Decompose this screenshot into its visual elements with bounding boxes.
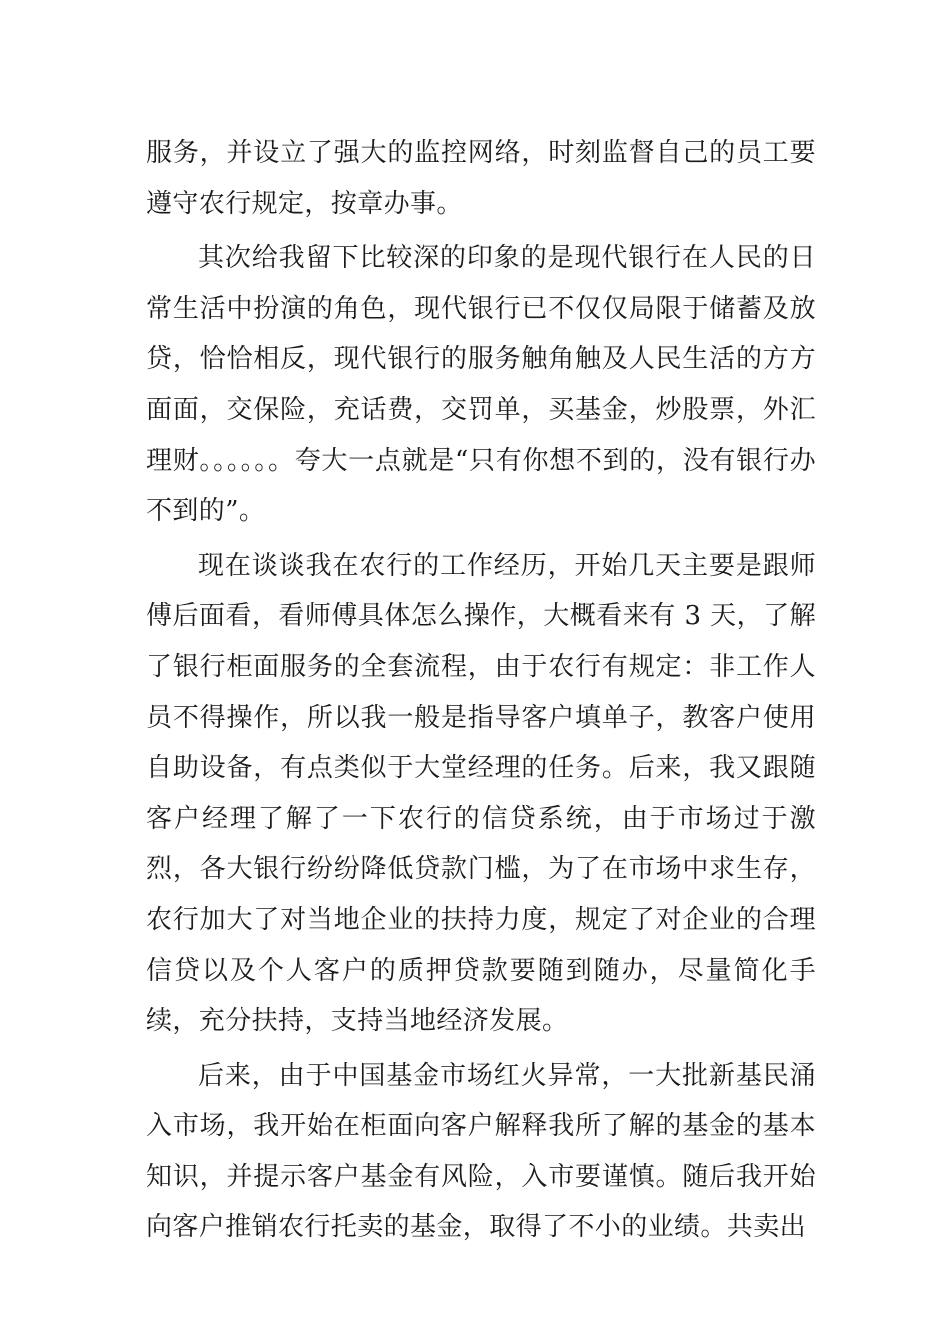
paragraph-continuation: 服务，并设立了强大的监控网络，时刻监督自己的员工要遵守农行规定，按章办事。	[146, 138, 816, 219]
paragraph-fund-sales: 后来，由于中国基金市场红火异常，一大批新基民涌入市场，我开始在柜面向客户解释我所了解的基金的基本知识，并提示客户基金有风险，入市要谨慎。随后我开始向客户推销农行托卖的基金，取得了不小的业绩。共卖出	[146, 1060, 816, 1243]
paragraph-work-experience: 现在谈谈我在农行的工作经历，开始几天主要是跟师傅后面看，看师傅具体怎么操作，大概看来有 3 天，了解了银行柜面服务的全套流程，由于农行有规定：非工作人员不得操作，所以我一般是指导客户填单子，教客户使用自助设备，有点类似于大堂经理的任务。后来，我又跟随客户经理了解了一下农行的信贷系统，由于市场过于激烈，各大银行纷纷降低贷款门槛，为了在市场中求生存，农行加大了对当地企业的扶持力度，规定了对企业的合理信贷以及个人客户的质押贷款要随到随办，尽量简化手续，充分扶持，支持当地经济发展。	[146, 550, 816, 1037]
body-text	[146, 128, 816, 1257]
paragraph-bank-role: 其次给我留下比较深的印象的是现代银行在人民的日常生活中扮演的角色，现代银行已不仅仅局限于储蓄及放贷，恰恰相反，现代银行的服务触角触及人民生活的方方面面，交保险，充话费，交罚单，买基金，炒股票，外汇理财。。。。。。夸大一点就是“只有你想不到的，没有银行办不到的”。	[146, 243, 816, 527]
